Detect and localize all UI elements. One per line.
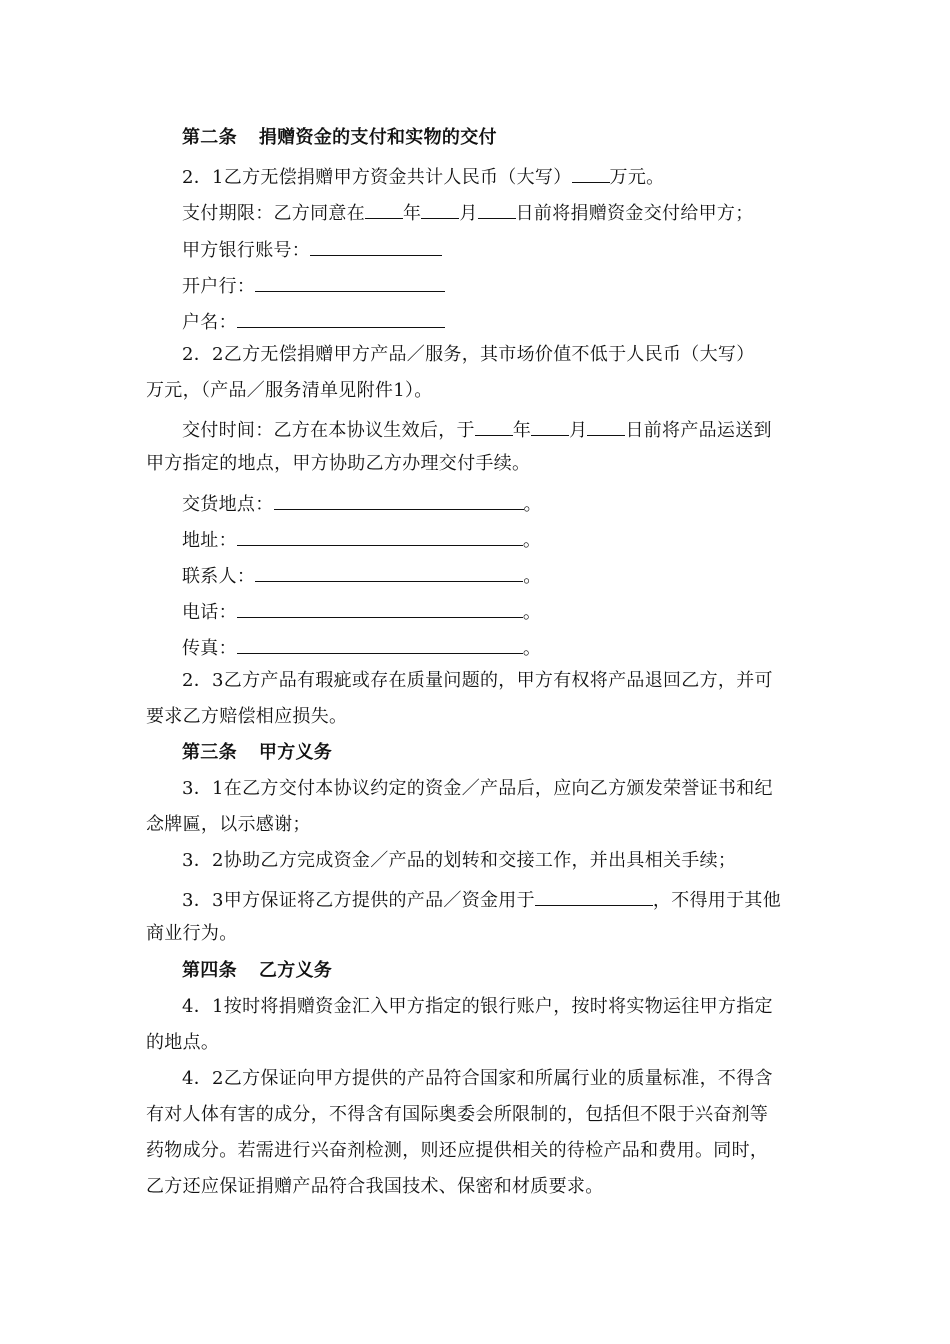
payment-deadline xyxy=(182,198,754,226)
account-holder-blank xyxy=(237,307,445,328)
bank-name-label: 开户行： xyxy=(182,276,256,297)
fax-blank xyxy=(237,633,523,654)
bank-name-line xyxy=(182,271,445,299)
delivery-year-label: 年 xyxy=(512,420,532,441)
section-4-title: 乙方义务 xyxy=(258,960,333,981)
clause-4-2-line-2: 有对人体有害的成分，不得含有国际奥委会所限制的，包括但不限于兴奋剂等 xyxy=(146,1104,769,1125)
delivery-month-blank xyxy=(531,415,569,436)
clause-2-1-unit: 万元。 xyxy=(609,167,665,188)
phone-label: 电话： xyxy=(182,602,237,623)
delivery-text-end: 日前将产品运送到 xyxy=(625,420,772,441)
delivery-year-blank xyxy=(475,415,513,436)
amount-blank xyxy=(572,162,610,183)
address-label: 地址： xyxy=(182,530,237,551)
month-blank xyxy=(421,198,459,219)
clause-3-2: 3．2协助乙方完成资金／产品的划转和交接工作，并出具相关手续； xyxy=(182,850,737,871)
delivery-time-line-2: 甲方指定的地点，甲方协助乙方办理交付手续。 xyxy=(146,453,531,474)
clause-2-1 xyxy=(182,162,664,190)
delivery-month-label: 月 xyxy=(569,420,588,441)
section-4-heading xyxy=(182,959,332,983)
section-3-number: 第三条 xyxy=(182,742,237,763)
clause-3-3-text-end: ，不得用于其他 xyxy=(652,890,782,911)
delivery-place-line xyxy=(182,489,542,517)
fax-line xyxy=(182,633,541,661)
year-blank xyxy=(365,198,403,219)
clause-2-3-line-2: 要求乙方赔偿相应损失。 xyxy=(146,706,348,727)
purpose-blank xyxy=(535,885,653,906)
clause-2-1-text: 2．1乙方无偿捐赠甲方资金共计人民币（大写） xyxy=(182,167,572,188)
clause-3-1-line-2: 念牌匾，以示感谢； xyxy=(146,814,311,835)
clause-4-1-line-2: 的地点。 xyxy=(146,1032,220,1053)
section-3-heading xyxy=(182,741,332,765)
clause-2-3-line-1: 2．3乙方产品有瑕疵或存在质量问题的，甲方有权将产品退回乙方，并可 xyxy=(182,670,773,691)
period: 。 xyxy=(522,602,542,623)
month-label: 月 xyxy=(459,203,478,224)
contact-label: 联系人： xyxy=(182,566,256,587)
clause-4-2-line-4: 乙方还应保证捐赠产品符合我国技术、保密和材质要求。 xyxy=(146,1176,604,1197)
bank-name-blank xyxy=(255,271,445,292)
period: 。 xyxy=(523,494,542,515)
bank-account-blank xyxy=(310,235,442,256)
delivery-text: 交付时间：乙方在本协议生效后，于 xyxy=(182,420,475,441)
bank-account-line xyxy=(182,235,442,263)
clause-2-2-line-1: 2．2乙方无偿捐赠甲方产品／服务，其市场价值不低于人民币（大写） xyxy=(182,344,755,365)
delivery-place-blank xyxy=(274,489,524,510)
phone-blank xyxy=(237,597,523,618)
day-blank xyxy=(478,198,516,219)
clause-4-1-line-1: 4．1按时将捐赠资金汇入甲方指定的银行账户，按时将实物运往甲方指定 xyxy=(182,996,773,1017)
period: 。 xyxy=(523,566,542,587)
section-3-title: 甲方义务 xyxy=(258,742,333,763)
clause-3-1-line-1: 3．1在乙方交付本协议约定的资金／产品后，应向乙方颁发荣誉证书和纪 xyxy=(182,778,773,799)
delivery-place-label: 交货地点： xyxy=(182,494,274,515)
section-4-number: 第四条 xyxy=(182,960,237,981)
clause-4-2-line-1: 4．2乙方保证向甲方提供的产品符合国家和所属行业的质量标准，不得含 xyxy=(182,1068,773,1089)
address-blank xyxy=(237,525,523,546)
period: 。 xyxy=(522,530,542,551)
clause-4-2-line-3: 药物成分。若需进行兴奋剂检测，则还应提供相关的待检产品和费用。同时， xyxy=(146,1140,769,1161)
clause-3-3-text: 3．3甲方保证将乙方提供的产品／资金用于 xyxy=(182,890,535,911)
phone-line xyxy=(182,597,541,625)
delivery-time xyxy=(182,415,772,443)
contact-line xyxy=(182,561,542,589)
section-2-title: 捐赠资金的支付和实物的交付 xyxy=(258,127,497,148)
payment-text: 支付期限：乙方同意在 xyxy=(182,203,365,224)
clause-3-3-line-1 xyxy=(182,885,781,913)
year-label: 年 xyxy=(403,203,422,224)
delivery-day-blank xyxy=(587,415,625,436)
contact-blank xyxy=(255,561,523,582)
section-2-number: 第二条 xyxy=(182,127,237,148)
payment-text-end: 日前将捐赠资金交付给甲方； xyxy=(515,203,754,224)
account-holder-label: 户名： xyxy=(182,312,237,333)
period: 。 xyxy=(522,638,542,659)
section-2-heading xyxy=(182,126,497,150)
fax-label: 传真： xyxy=(182,638,237,659)
bank-account-label: 甲方银行账号： xyxy=(182,240,311,261)
address-line xyxy=(182,525,541,553)
clause-2-2-line-2: 万元，（产品／服务清单见附件1）。 xyxy=(146,380,433,401)
account-holder-line xyxy=(182,307,445,335)
clause-3-3-line-2: 商业行为。 xyxy=(146,923,238,944)
